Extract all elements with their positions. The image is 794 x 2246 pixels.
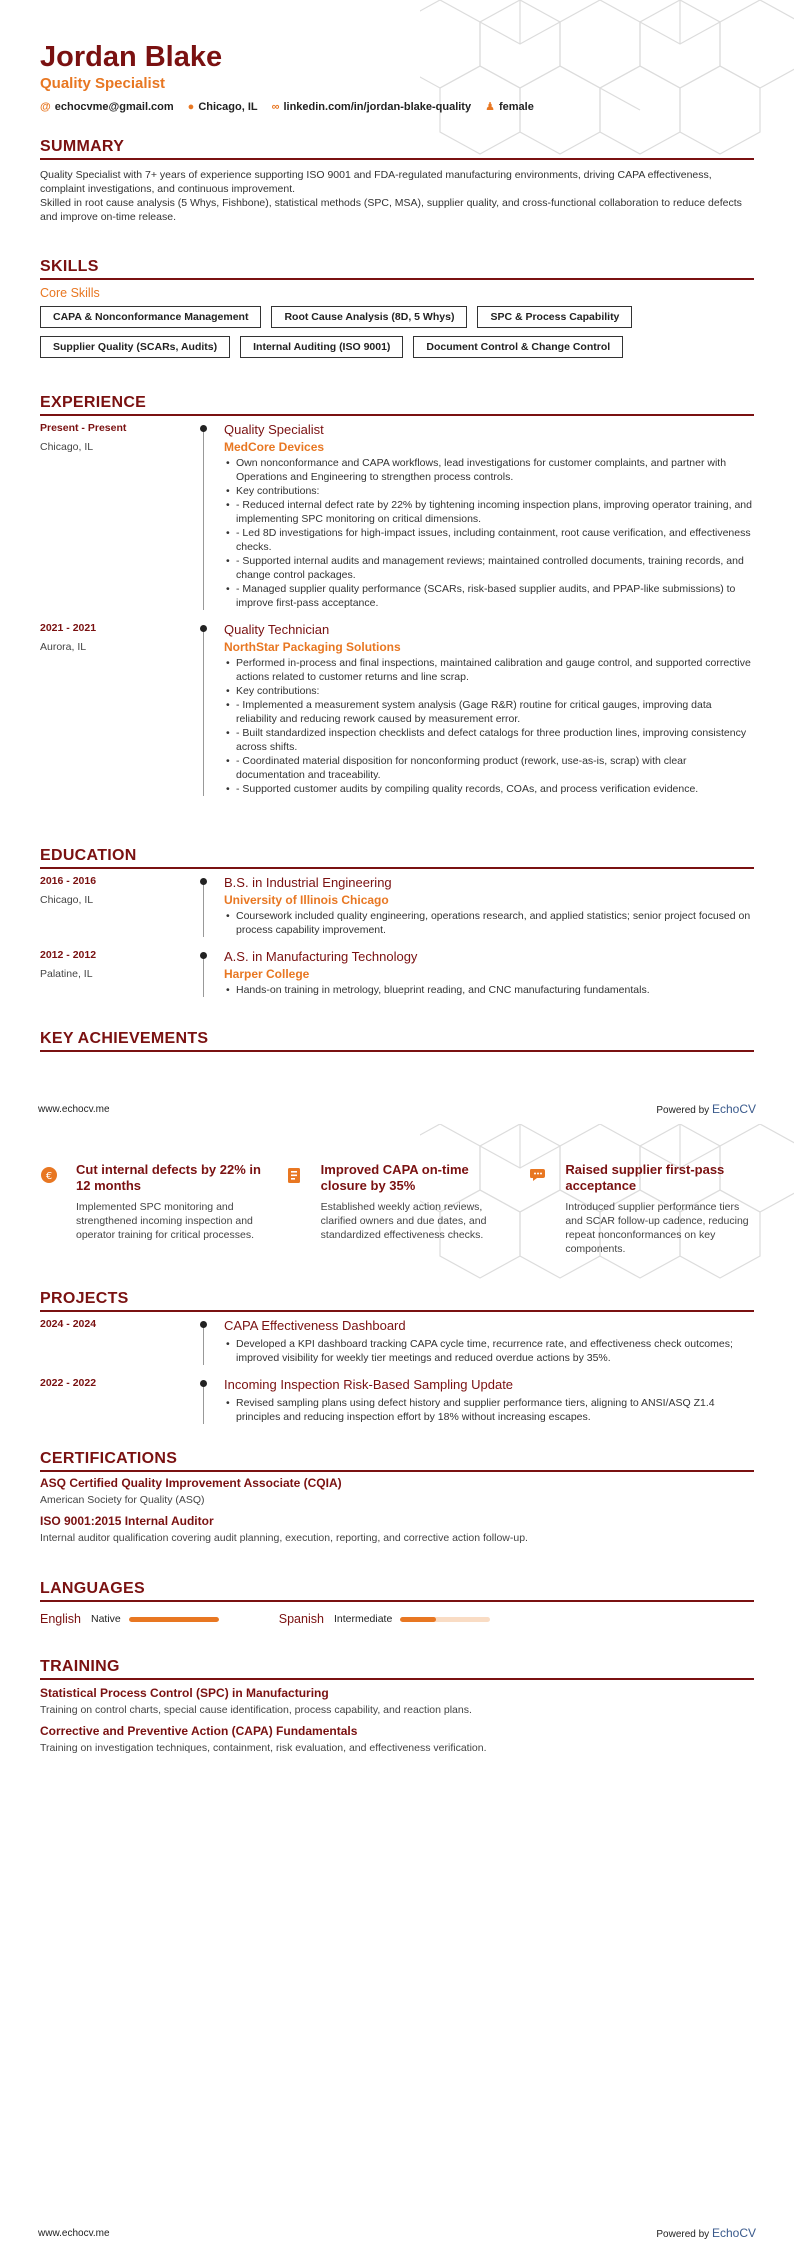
language-proficiency-fill bbox=[400, 1617, 436, 1622]
achievement-description: Established weekly action reviews, clarified owners and due dates, and standardized effectiveness checks. bbox=[320, 1201, 487, 1241]
entry-location: Aurora, IL bbox=[40, 641, 87, 653]
section-title-experience: EXPERIENCE bbox=[40, 394, 754, 416]
certifications-item bbox=[40, 1476, 754, 1506]
projects-details bbox=[224, 1318, 754, 1365]
bullet-item: • - Implemented a measurement system analysis (Gage R&R) routine for critical gauges, improving data reliability and reducing rework caused by measurement error. bbox=[224, 698, 754, 726]
training-list bbox=[40, 1686, 754, 1754]
experience-meta bbox=[40, 422, 204, 610]
certifications-section bbox=[40, 1450, 754, 1544]
summary-section bbox=[40, 138, 754, 224]
projects-details bbox=[224, 1377, 754, 1424]
bullet-item: • - Reduced internal defect rate by 22% by tightening incoming inspection plans, improving operator training, and implementing SPC monitoring on critical dimensions. bbox=[224, 498, 754, 526]
timeline-dot bbox=[200, 878, 207, 885]
entry-organization: Harper College bbox=[224, 967, 310, 981]
timeline-dot bbox=[200, 425, 207, 432]
achievement-title: Raised supplier first-pass acceptance bbox=[565, 1162, 725, 1193]
language-item bbox=[279, 1612, 491, 1626]
footer-powered-by bbox=[656, 2226, 756, 2240]
education-entry bbox=[40, 875, 754, 937]
entry-title: B.S. in Industrial Engineering bbox=[224, 875, 392, 890]
entry-title: Incoming Inspection Risk-Based Sampling Update bbox=[224, 1377, 514, 1392]
language-proficiency-bar bbox=[129, 1617, 219, 1622]
bullet-item: • Hands-on training in metrology, blueprint reading, and CNC manufacturing fundamentals. bbox=[224, 983, 754, 997]
education-section bbox=[40, 847, 754, 997]
bullet-item: • Revised sampling plans using defect history and supplier performance tiers, aligning to ANSI/ASQ Z1.4 principles and reducing inspection effort by 18% without increasing escapes. bbox=[224, 1396, 754, 1424]
entry-location: Chicago, IL bbox=[40, 441, 94, 453]
resume-header bbox=[40, 40, 754, 113]
language-list bbox=[40, 1612, 754, 1626]
achievement-text bbox=[76, 1162, 265, 1256]
footer-powered-by bbox=[656, 1102, 756, 1116]
contact-gender bbox=[485, 100, 534, 113]
achievement-card bbox=[285, 1162, 510, 1256]
bullet-item: • Key contributions: bbox=[224, 484, 754, 498]
skills-section bbox=[40, 258, 754, 358]
projects-meta bbox=[40, 1318, 204, 1365]
linkedin-text: linkedin.com/in/jordan-blake-quality bbox=[283, 100, 472, 113]
person-icon: ♟ bbox=[485, 101, 495, 113]
bullet-item: • Performed in-process and final inspections, maintained calibration and gauge control, and supported corrective actions related to customer returns and line scrap. bbox=[224, 656, 754, 684]
date-range: 2016 - 2016 bbox=[40, 875, 97, 887]
achievement-description: Implemented SPC monitoring and strengthened incoming inspection and operator training for critical processes. bbox=[76, 1201, 254, 1241]
chat-icon bbox=[529, 1166, 547, 1184]
timeline-dot bbox=[200, 625, 207, 632]
training-section bbox=[40, 1658, 754, 1754]
candidate-role: Quality Specialist bbox=[40, 75, 166, 92]
achievement-description: Introduced supplier performance tiers and SCAR follow-up cadence, reducing repeat nonconformances on key components. bbox=[565, 1201, 749, 1255]
achievement-title: Cut internal defects by 22% in 12 months bbox=[76, 1162, 261, 1193]
experience-list bbox=[40, 422, 754, 796]
skill-chip: Document Control & Change Control bbox=[413, 336, 623, 358]
projects-entry bbox=[40, 1318, 754, 1365]
section-title-projects: PROJECTS bbox=[40, 1290, 754, 1312]
education-entry bbox=[40, 949, 754, 997]
bullet-item: • - Supported customer audits by compiling quality records, COAs, and process verification evidence. bbox=[224, 782, 754, 796]
section-title-education: EDUCATION bbox=[40, 847, 754, 869]
education-list bbox=[40, 875, 754, 997]
education-meta bbox=[40, 949, 204, 997]
language-proficiency-bar bbox=[400, 1617, 490, 1622]
bullet-item: • Key contributions: bbox=[224, 684, 754, 698]
experience-details bbox=[224, 622, 754, 796]
section-title-achievements: KEY ACHIEVEMENTS bbox=[40, 1030, 754, 1052]
powered-brand: EchoCV bbox=[711, 2226, 756, 2240]
training-detail: Training on control charts, special cause identification, process capability, and reaction plans. bbox=[40, 1704, 472, 1716]
timeline-dot bbox=[200, 1380, 207, 1387]
experience-section bbox=[40, 394, 754, 796]
email-text: echocvme@gmail.com bbox=[54, 100, 174, 113]
certifications-detail: American Society for Quality (ASQ) bbox=[40, 1494, 205, 1506]
powered-brand: EchoCV bbox=[711, 1102, 756, 1116]
entry-title: CAPA Effectiveness Dashboard bbox=[224, 1318, 406, 1333]
date-range: 2022 - 2022 bbox=[40, 1377, 97, 1389]
certifications-name: ISO 9001:2015 Internal Auditor bbox=[40, 1514, 214, 1528]
projects-entry bbox=[40, 1377, 754, 1424]
training-name: Statistical Process Control (SPC) in Manufacturing bbox=[40, 1686, 329, 1700]
experience-meta bbox=[40, 622, 204, 796]
skill-chip-list bbox=[40, 306, 720, 358]
at-icon: @ bbox=[40, 100, 51, 113]
skill-chip: CAPA & Nonconformance Management bbox=[40, 306, 261, 328]
experience-entry bbox=[40, 622, 754, 796]
contact-row bbox=[40, 100, 754, 113]
training-item bbox=[40, 1724, 754, 1754]
clipboard-icon bbox=[285, 1166, 303, 1184]
education-meta bbox=[40, 875, 204, 937]
bullet-list bbox=[224, 656, 754, 796]
language-name: Spanish bbox=[278, 1612, 324, 1626]
bullet-list bbox=[224, 1396, 754, 1424]
timeline-rail bbox=[203, 881, 204, 937]
language-level: Native bbox=[91, 1613, 121, 1625]
bullet-item: • Coursework included quality engineering, operations research, and applied statistics; senior project focused on process capability improvement. bbox=[224, 909, 754, 937]
project-list bbox=[40, 1318, 754, 1424]
experience-details bbox=[224, 422, 754, 610]
skill-chip: Root Cause Analysis (8D, 5 Whys) bbox=[271, 306, 467, 328]
bullet-item: • - Led 8D investigations for high-impact issues, including containment, root cause verification, and effectiveness checks. bbox=[224, 526, 754, 554]
date-range: 2024 - 2024 bbox=[40, 1318, 97, 1330]
bullet-list bbox=[224, 983, 754, 997]
timeline-rail bbox=[203, 428, 204, 610]
date-range: 2021 - 2021 bbox=[40, 622, 97, 634]
training-name: Corrective and Preventive Action (CAPA) Fundamentals bbox=[40, 1724, 358, 1738]
bullet-item: • - Coordinated material disposition for nonconforming product (rework, use-as-is, scrap) with clear documentation and traceability. bbox=[224, 754, 754, 782]
bullet-list bbox=[224, 1337, 754, 1365]
projects-meta bbox=[40, 1377, 204, 1424]
certifications-item bbox=[40, 1514, 754, 1544]
bullet-item: • - Supported internal audits and management reviews; maintained controlled documents, training records, and change control packages. bbox=[224, 554, 754, 582]
powered-prefix: Powered by bbox=[656, 2229, 710, 2240]
certifications-detail: Internal auditor qualification covering audit planning, execution, reporting, and corrective action follow-up. bbox=[40, 1532, 528, 1544]
section-title-summary: SUMMARY bbox=[40, 138, 754, 160]
timeline-rail bbox=[203, 628, 204, 796]
contact-email[interactable] bbox=[40, 101, 174, 113]
achievement-list bbox=[40, 1162, 754, 1256]
skill-chip: Supplier Quality (SCARs, Audits) bbox=[40, 336, 230, 358]
bullet-list bbox=[224, 456, 754, 610]
achievement-text bbox=[565, 1162, 754, 1256]
resume-page-2 bbox=[0, 1124, 794, 2246]
summary-paragraph-1: Quality Specialist with 7+ years of experience supporting ISO 9001 and FDA-regulated manufacturing environments, driving CAPA effectiveness, complaint investigations, and continuous improvement. bbox=[40, 169, 712, 195]
skills-subtitle: Core Skills bbox=[40, 286, 100, 300]
achievements-title-block bbox=[40, 1030, 754, 1052]
entry-location: Chicago, IL bbox=[40, 894, 94, 906]
entry-organization: NorthStar Packaging Solutions bbox=[224, 640, 401, 654]
contact-linkedin[interactable] bbox=[272, 101, 471, 113]
timeline-dot bbox=[200, 952, 207, 959]
footer-site-link[interactable]: www.echocv.me bbox=[38, 2228, 110, 2239]
summary-paragraph-2: Skilled in root cause analysis (5 Whys, Fishbone), statistical methods (SPC, MSA), supplier quality, and cross-functional collaboration to reduce defects and improve on-time release. bbox=[40, 197, 742, 223]
bullet-item: • - Managed supplier quality performance (SCARs, risk-based supplier audits, and PPAP-like submissions) to improve first-pass acceptance. bbox=[224, 582, 754, 610]
skill-chip: SPC & Process Capability bbox=[477, 306, 632, 328]
achievement-text bbox=[321, 1162, 510, 1256]
gender-text: female bbox=[498, 101, 534, 113]
language-item bbox=[40, 1612, 219, 1626]
entry-title: Quality Technician bbox=[224, 622, 330, 637]
section-title-certifications: CERTIFICATIONS bbox=[40, 1450, 754, 1472]
candidate-name: Jordan Blake bbox=[40, 41, 223, 73]
entry-location: Palatine, IL bbox=[40, 968, 93, 980]
training-item bbox=[40, 1686, 754, 1716]
achievement-card bbox=[40, 1162, 265, 1256]
certification-list bbox=[40, 1476, 754, 1544]
entry-organization: MedCore Devices bbox=[224, 440, 325, 454]
education-details bbox=[224, 949, 754, 997]
projects-section bbox=[40, 1290, 754, 1424]
languages-section bbox=[40, 1580, 754, 1626]
location-text: Chicago, IL bbox=[198, 100, 258, 113]
timeline-rail bbox=[203, 1383, 204, 1424]
language-level: Intermediate bbox=[333, 1613, 393, 1625]
section-title-training: TRAINING bbox=[40, 1658, 754, 1680]
language-name: English bbox=[40, 1612, 81, 1626]
section-title-skills: SKILLS bbox=[40, 258, 754, 280]
entry-title: Quality Specialist bbox=[224, 422, 324, 437]
timeline-rail bbox=[203, 1324, 204, 1365]
timeline-dot bbox=[200, 1321, 207, 1328]
bullet-item: • - Built standardized inspection checklists and defect catalogs for three production lines, improving consistency across shifts. bbox=[224, 726, 754, 754]
powered-prefix: Powered by bbox=[656, 1105, 710, 1116]
achievement-card bbox=[529, 1162, 754, 1256]
entry-organization: University of Illinois Chicago bbox=[224, 893, 389, 907]
language-proficiency-fill bbox=[129, 1617, 219, 1622]
training-detail: Training on investigation techniques, containment, risk evaluation, and effectiveness verification. bbox=[40, 1742, 487, 1754]
link-icon: ∞ bbox=[271, 100, 280, 113]
coin-icon bbox=[40, 1166, 58, 1184]
certifications-name: ASQ Certified Quality Improvement Associate (CQIA) bbox=[40, 1476, 342, 1490]
achievement-title: Improved CAPA on-time closure by 35% bbox=[320, 1162, 469, 1193]
experience-entry bbox=[40, 422, 754, 610]
footer-site-link[interactable]: www.echocv.me bbox=[38, 1104, 110, 1115]
section-title-languages: LANGUAGES bbox=[40, 1580, 754, 1602]
education-details bbox=[224, 875, 754, 937]
skill-chip: Internal Auditing (ISO 9001) bbox=[240, 336, 403, 358]
contact-location bbox=[188, 101, 258, 113]
bullet-item: • Developed a KPI dashboard tracking CAPA cycle time, recurrence rate, and effectiveness check outcomes; improved visibility for weekly tier meetings and reduced overdue actions by 35%. bbox=[224, 1337, 754, 1365]
svg-text:€: € bbox=[45, 1171, 53, 1182]
date-range: Present - Present bbox=[40, 422, 127, 434]
bullet-item: • Own nonconformance and CAPA workflows, lead investigations for customer complaints, and partner with Operations and Engineering to strengthen process controls. bbox=[224, 456, 754, 484]
timeline-rail bbox=[203, 955, 204, 997]
location-pin-icon: ● bbox=[187, 100, 195, 113]
achievements-section bbox=[40, 1162, 754, 1256]
date-range: 2012 - 2012 bbox=[40, 949, 97, 961]
entry-title: A.S. in Manufacturing Technology bbox=[224, 949, 418, 964]
bullet-list bbox=[224, 909, 754, 937]
